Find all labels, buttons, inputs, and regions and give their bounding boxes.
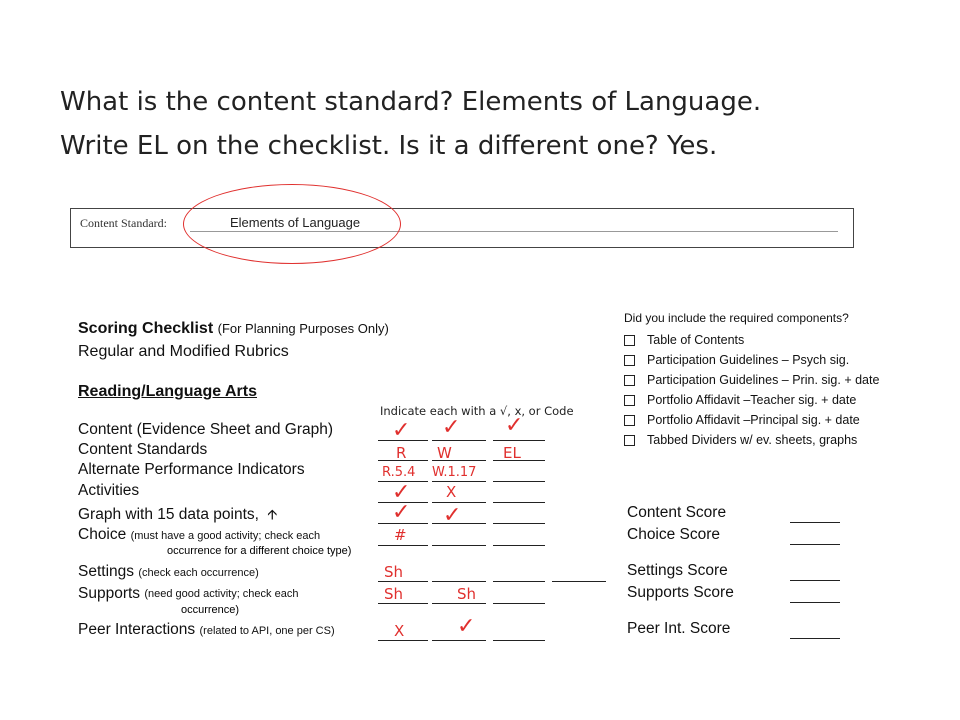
- row-peer: [78, 621, 335, 639]
- row-api: Alternate Performance Indicators: [78, 461, 305, 478]
- annotation-hash: #: [394, 526, 407, 544]
- annotation-sh: Sh: [457, 585, 477, 603]
- components-heading: Did you include the required components?: [624, 311, 849, 325]
- score-settings: Settings Score: [627, 562, 728, 579]
- checkbox-icon[interactable]: [624, 395, 635, 406]
- annotation-x: X: [394, 622, 405, 640]
- component-item: [624, 430, 879, 450]
- check-mark-icon: ✓: [392, 480, 411, 505]
- answer-blank[interactable]: [493, 603, 545, 604]
- answer-blank[interactable]: [378, 545, 428, 546]
- component-label: Tabbed Dividers w/ ev. sheets, graphs: [647, 433, 858, 447]
- annotation-w: W: [437, 444, 452, 462]
- answer-blank[interactable]: [493, 545, 545, 546]
- row-graph: [78, 504, 277, 528]
- annotation-x: X: [446, 483, 457, 501]
- checklist-title-note: (For Planning Purposes Only): [217, 321, 389, 336]
- check-mark-icon: ✓: [442, 415, 461, 440]
- content-standard-value: Elements of Language: [230, 215, 361, 230]
- checkbox-icon[interactable]: [624, 335, 635, 346]
- annotation-sh: Sh: [384, 585, 404, 603]
- row-content-standards: Content Standards: [78, 441, 208, 458]
- component-label: Table of Contents: [647, 333, 745, 347]
- score-content: Content Score: [627, 504, 727, 521]
- row-supports-note2: occurrence): [181, 604, 240, 616]
- answer-blank[interactable]: [493, 581, 545, 582]
- answer-blank[interactable]: [552, 581, 606, 582]
- score-supports: Supports Score: [627, 584, 734, 601]
- component-label: Portfolio Affidavit –Teacher sig. + date: [647, 393, 857, 407]
- row-choice-note2: occurrence for a different choice type): [167, 545, 352, 557]
- row-choice-note1: (must have a good activity; check each: [130, 530, 321, 542]
- component-label: Participation Guidelines – Prin. sig. + date: [647, 373, 880, 387]
- answer-blank[interactable]: [493, 502, 545, 503]
- checkbox-icon[interactable]: [624, 355, 635, 366]
- answer-blank[interactable]: [493, 523, 545, 524]
- component-item: [624, 330, 879, 350]
- component-item: [624, 410, 879, 430]
- answer-blank[interactable]: [432, 481, 486, 482]
- checklist-title: [78, 320, 389, 338]
- slide-title-line1: What is the content standard? Elements of Language.: [60, 87, 762, 117]
- row-settings-note: (check each occurrence): [138, 567, 259, 579]
- row-content: Content (Evidence Sheet and Graph): [78, 421, 334, 438]
- annotation-sh: Sh: [384, 563, 404, 581]
- answer-blank[interactable]: [432, 603, 486, 604]
- indicate-instruction: Indicate each with a √, x, or Code: [380, 404, 574, 418]
- answer-blank[interactable]: [378, 603, 428, 604]
- component-label: Participation Guidelines – Psych sig.: [647, 353, 850, 367]
- answer-blank[interactable]: [493, 640, 545, 641]
- annotation-r: R: [396, 444, 407, 462]
- answer-blank[interactable]: [432, 545, 486, 546]
- score-blank[interactable]: [790, 638, 840, 639]
- components-list: [624, 330, 879, 450]
- answer-blank[interactable]: [493, 440, 545, 441]
- score-blank[interactable]: [790, 580, 840, 581]
- component-item: [624, 390, 879, 410]
- annotation-el: EL: [503, 444, 521, 462]
- check-mark-icon: ✓: [457, 614, 476, 639]
- row-settings-label: Settings: [78, 563, 135, 580]
- check-mark-icon: ✓: [392, 418, 411, 443]
- row-supports: [78, 585, 298, 603]
- slide-title-line2: Write EL on the checklist. Is it a different one? Yes.: [60, 131, 718, 161]
- check-mark-icon: ✓: [392, 500, 411, 525]
- row-activities: Activities: [78, 482, 140, 499]
- highlight-circle: [183, 184, 401, 264]
- row-supports-label: Supports: [78, 585, 141, 602]
- score-peer: Peer Int. Score: [627, 620, 731, 637]
- row-choice: [78, 526, 320, 544]
- slide-title: [60, 80, 761, 168]
- component-item: [624, 370, 879, 390]
- check-mark-icon: ✓: [443, 503, 462, 528]
- row-graph-label: Graph with 15 data points,: [78, 506, 259, 523]
- up-arrow-icon: 🡩: [267, 507, 278, 523]
- checkbox-icon[interactable]: [624, 375, 635, 386]
- content-standard-label: Content Standard:: [80, 216, 167, 230]
- checklist-title-text: Scoring Checklist: [78, 320, 214, 337]
- annotation-api-2: W.1.17: [432, 465, 477, 480]
- section-heading: Reading/Language Arts: [78, 383, 257, 400]
- row-peer-note: (related to API, one per CS): [199, 625, 335, 637]
- score-blank[interactable]: [790, 544, 840, 545]
- score-choice: Choice Score: [627, 526, 721, 543]
- component-label: Portfolio Affidavit –Principal sig. + date: [647, 413, 860, 427]
- answer-blank[interactable]: [432, 440, 486, 441]
- row-choice-label: Choice: [78, 526, 127, 543]
- row-settings: [78, 563, 259, 581]
- score-blank[interactable]: [790, 602, 840, 603]
- answer-blank[interactable]: [378, 581, 428, 582]
- checklist-subtitle: Regular and Modified Rubrics: [78, 343, 289, 360]
- annotation-api-1: R.5.4: [382, 465, 416, 480]
- checkbox-icon[interactable]: [624, 415, 635, 426]
- checkbox-icon[interactable]: [624, 435, 635, 446]
- answer-blank[interactable]: [432, 640, 486, 641]
- check-mark-icon: ✓: [505, 413, 524, 438]
- row-peer-label: Peer Interactions: [78, 621, 196, 638]
- score-blank[interactable]: [790, 522, 840, 523]
- answer-blank[interactable]: [493, 481, 545, 482]
- answer-blank[interactable]: [432, 581, 486, 582]
- component-item: [624, 350, 879, 370]
- row-supports-note1: (need good activity; check each: [144, 587, 299, 600]
- answer-blank[interactable]: [378, 640, 428, 641]
